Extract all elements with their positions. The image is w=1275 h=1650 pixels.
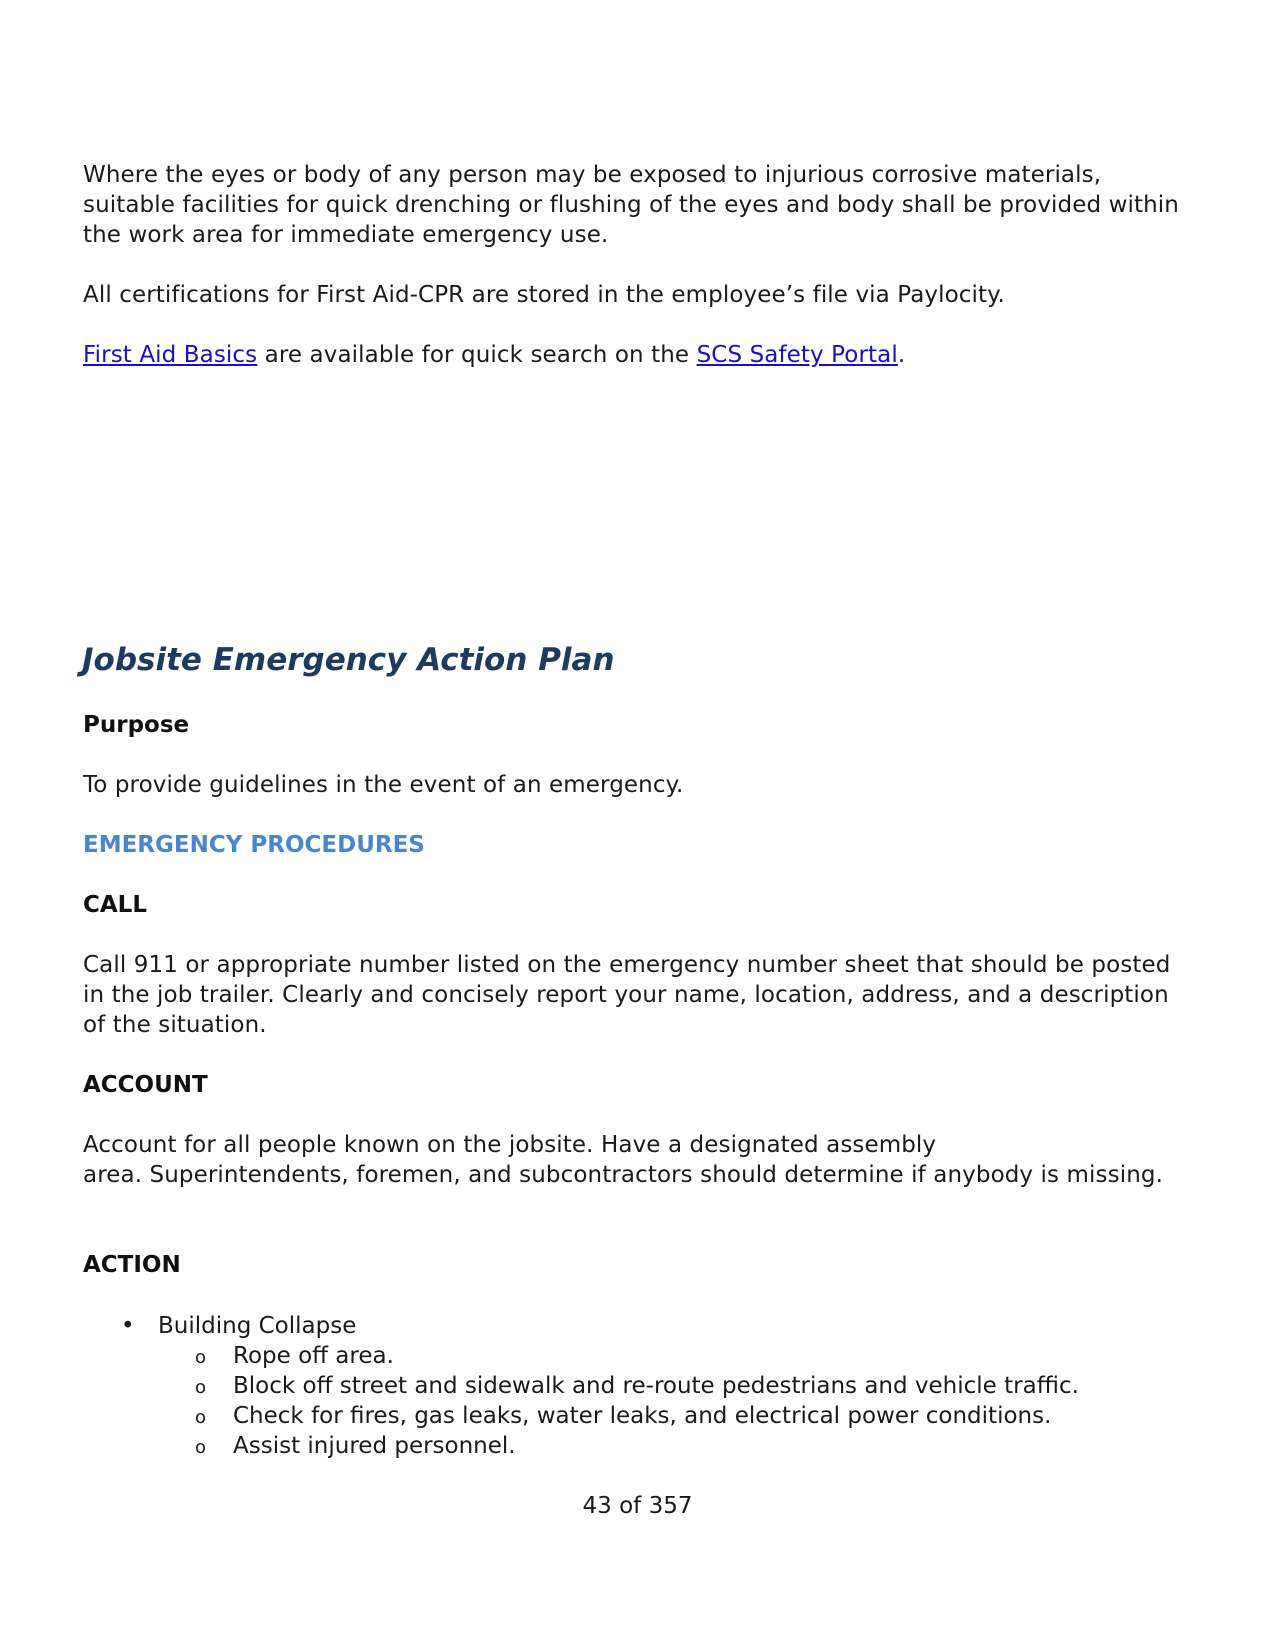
- section-title: Jobsite Emergency Action Plan: [82, 642, 615, 678]
- account-heading: ACCOUNT: [83, 1072, 208, 1098]
- first-aid-basics-link[interactable]: First Aid Basics: [83, 342, 258, 368]
- sub-list-item: [83, 1401, 1203, 1431]
- scs-safety-portal-link[interactable]: SCS Safety Portal: [696, 342, 898, 368]
- sub-list-item: [83, 1341, 1203, 1371]
- action-heading: ACTION: [83, 1252, 181, 1278]
- hollow-bullet-icon: o: [195, 1407, 207, 1428]
- list-item-label: Building Collapse: [158, 1313, 357, 1339]
- emergency-procedures-heading: EMERGENCY PROCEDURES: [83, 832, 425, 858]
- sub-list-item: [83, 1371, 1203, 1401]
- sub-list-item: [83, 1431, 1203, 1461]
- sub-list-item-label: Check for fires, gas leaks, water leaks, and electrical power conditions.: [233, 1403, 1052, 1429]
- page-number: 43 of 357: [582, 1493, 693, 1519]
- eyewash-paragraph: Where the eyes or body of any person may be exposed to injurious corrosive materials, suitable facilities for quick drenching or flushing of the eyes and body shall be provided within the work area for immediate emergency use.: [83, 162, 1179, 248]
- call-text: Call 911 or appropriate number listed on the emergency number sheet that should be posted in the job trailer. Clearly and concisely report your name, location, address, and a description of the situation.: [83, 952, 1171, 1038]
- sub-list-item-label: Rope off area.: [233, 1343, 394, 1369]
- sub-list-item-label: Block off street and sidewalk and re-route pedestrians and vehicle traffic.: [233, 1373, 1079, 1399]
- first-aid-paragraph-end: .: [897, 342, 906, 368]
- purpose-heading: Purpose: [83, 712, 190, 738]
- purpose-text: To provide guidelines in the event of an emergency.: [83, 772, 684, 798]
- action-list: [83, 1311, 1203, 1461]
- certifications-paragraph: All certifications for First Aid-CPR are stored in the employee’s file via Paylocity.: [83, 282, 1005, 308]
- list-item: [83, 1311, 1203, 1341]
- call-heading: CALL: [83, 892, 147, 918]
- hollow-bullet-icon: o: [195, 1377, 207, 1398]
- account-text-line2: area. Superintendents, foremen, and subcontractors should determine if anybody is missing.: [83, 1162, 1163, 1188]
- sub-list-item-label: Assist injured personnel.: [233, 1433, 516, 1459]
- hollow-bullet-icon: o: [195, 1347, 207, 1368]
- account-text: [83, 1130, 1193, 1190]
- first-aid-paragraph: [83, 340, 1193, 370]
- first-aid-paragraph-middle: are available for quick search on the: [257, 342, 697, 368]
- bullet-icon: •: [121, 1313, 135, 1339]
- account-text-line1: Account for all people known on the jobsite. Have a designated assembly: [83, 1132, 937, 1158]
- hollow-bullet-icon: o: [195, 1437, 207, 1458]
